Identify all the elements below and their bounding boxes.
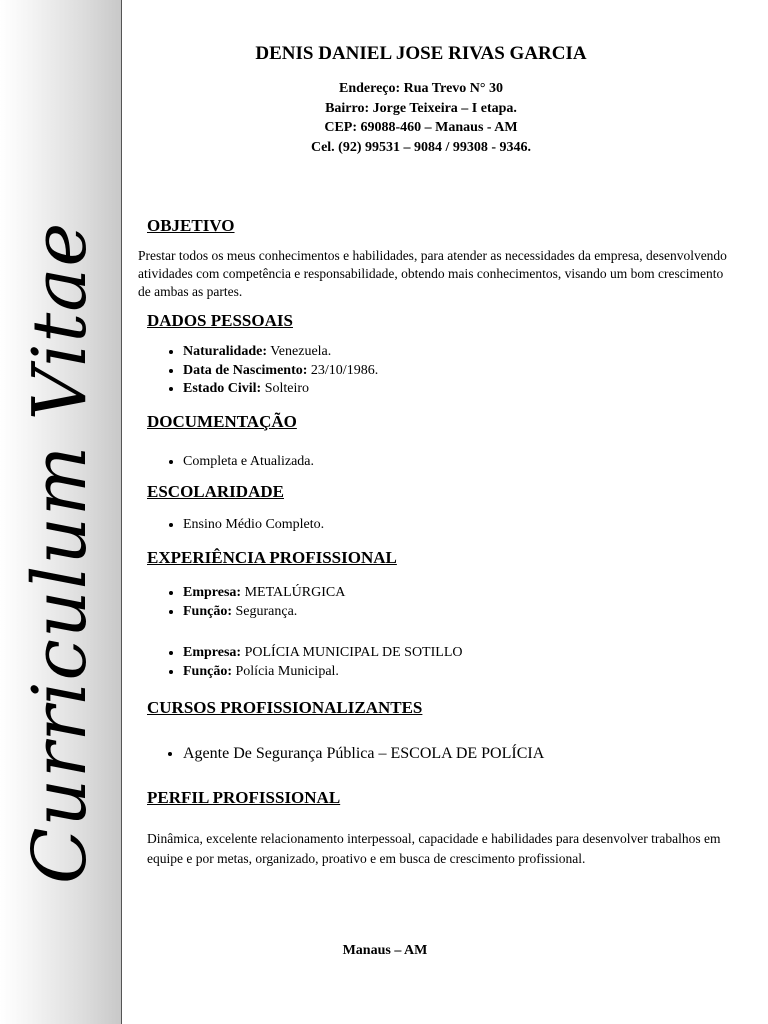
list-item: • Naturalidade: Venezuela. bbox=[183, 343, 378, 362]
dados-pessoais-title: DADOS PESSOAIS bbox=[147, 311, 293, 330]
dados-pessoais-list bbox=[147, 343, 378, 399]
list-item: • Estado Civil: Solteiro bbox=[183, 380, 378, 399]
escolaridade-title: ESCOLARIDADE bbox=[147, 482, 284, 501]
postal-code-line: CEP: 69088-460 – Manaus - AM bbox=[324, 120, 518, 135]
perfil-text: Dinâmica, excelente relacionamento interpessoal, capacidade e habilidades para desenvolver trabalhos em equipe e por metas, organizado, proativo e em busca de crescimento profissional. bbox=[147, 831, 721, 866]
list-item: • Data de Nascimento: 23/10/1986. bbox=[183, 362, 378, 381]
phone-line: Cel. (92) 99531 – 9084 / 99308 - 9346. bbox=[310, 140, 532, 155]
footer-location: Manaus – AM bbox=[342, 943, 428, 958]
list-item: • Ensino Médio Completo. bbox=[183, 516, 324, 535]
candidate-name: DENIS DANIEL JOSE RIVAS GARCIA bbox=[255, 43, 587, 64]
cursos-title: CURSOS PROFISSIONALIZANTES bbox=[147, 698, 423, 717]
list-item: • Função: Segurança. bbox=[183, 603, 345, 622]
cursos-list bbox=[147, 744, 544, 764]
neighborhood-line: Bairro: Jorge Teixeira – I etapa. bbox=[325, 101, 517, 116]
documentacao-list bbox=[147, 453, 314, 472]
list-item: • Função: Polícia Municipal. bbox=[183, 663, 463, 682]
list-item: • Empresa: METALÚRGICA bbox=[183, 584, 345, 603]
address-line: Endereço: Rua Trevo N° 30 bbox=[338, 81, 503, 96]
sidebar bbox=[0, 0, 122, 1024]
experiencia-job-2 bbox=[147, 644, 463, 681]
documentacao-title: DOCUMENTAÇÃO bbox=[147, 412, 297, 431]
experiencia-job-1 bbox=[147, 584, 345, 621]
perfil-title: PERFIL PROFISSIONAL bbox=[147, 788, 341, 807]
experiencia-title: EXPERIÊNCIA PROFISSIONAL bbox=[147, 548, 397, 567]
list-item: • Agente De Segurança Pública – ESCOLA DE POLÍCIA bbox=[183, 744, 544, 764]
objetivo-title: OBJETIVO bbox=[147, 216, 235, 235]
escolaridade-list bbox=[147, 516, 324, 535]
sidebar-title: Curriculum Vitae bbox=[17, 221, 103, 885]
list-item: • Completa e Atualizada. bbox=[183, 453, 314, 472]
list-item: • Empresa: POLÍCIA MUNICIPAL DE SOTILLO bbox=[183, 644, 463, 663]
objetivo-text: Prestar todos os meus conhecimentos e habilidades, para atender as necessidades da empresa, desenvolvendo atividades com competência e responsabilidade, obtendo mais conhecimentos, visando um bom crescimento de ambas as partes. bbox=[138, 248, 727, 299]
